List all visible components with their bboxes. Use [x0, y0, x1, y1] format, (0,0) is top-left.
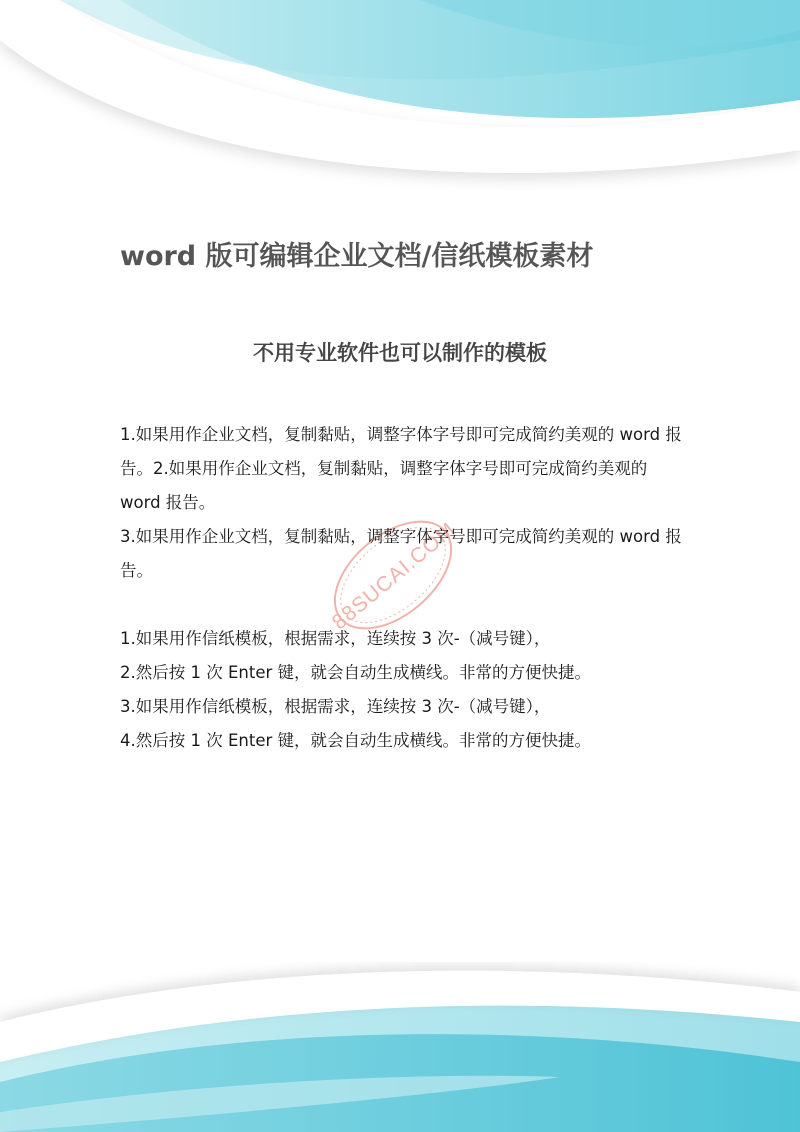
document-body — [120, 418, 685, 758]
document-title: word 版可编辑企业文档/信纸模板素材 — [120, 241, 594, 272]
paragraph: 2.然后按 1 次 Enter 键，就会自动生成横线。非常的方便快捷。 — [120, 663, 592, 682]
paragraph: 1.如果用作企业文档，复制黏贴，调整字体字号即可完成简约美观的 word 报告。2.如果用作企业文档，复制黏贴，调整字体字号即可完成简约美观的 word 报告。 — [120, 425, 682, 512]
paragraph-spacer — [120, 588, 685, 622]
top-wave-decoration — [0, 0, 800, 190]
bottom-wave-decoration — [0, 962, 800, 1132]
paragraph: 3.如果用作企业文档，复制黏贴，调整字体字号即可完成简约美观的 word 报告。 — [120, 527, 682, 580]
paragraph: 3.如果用作信纸模板，根据需求，连续按 3 次-（减号键）， — [120, 697, 551, 716]
document-subtitle: 不用专业软件也可以制作的模板 — [253, 341, 547, 365]
paragraph: 1.如果用作信纸模板，根据需求，连续按 3 次-（减号键）， — [120, 629, 551, 648]
paragraph: 4.然后按 1 次 Enter 键，就会自动生成横线。非常的方便快捷。 — [120, 731, 592, 750]
watermark-text: 88SUCAI.COM — [327, 518, 461, 635]
